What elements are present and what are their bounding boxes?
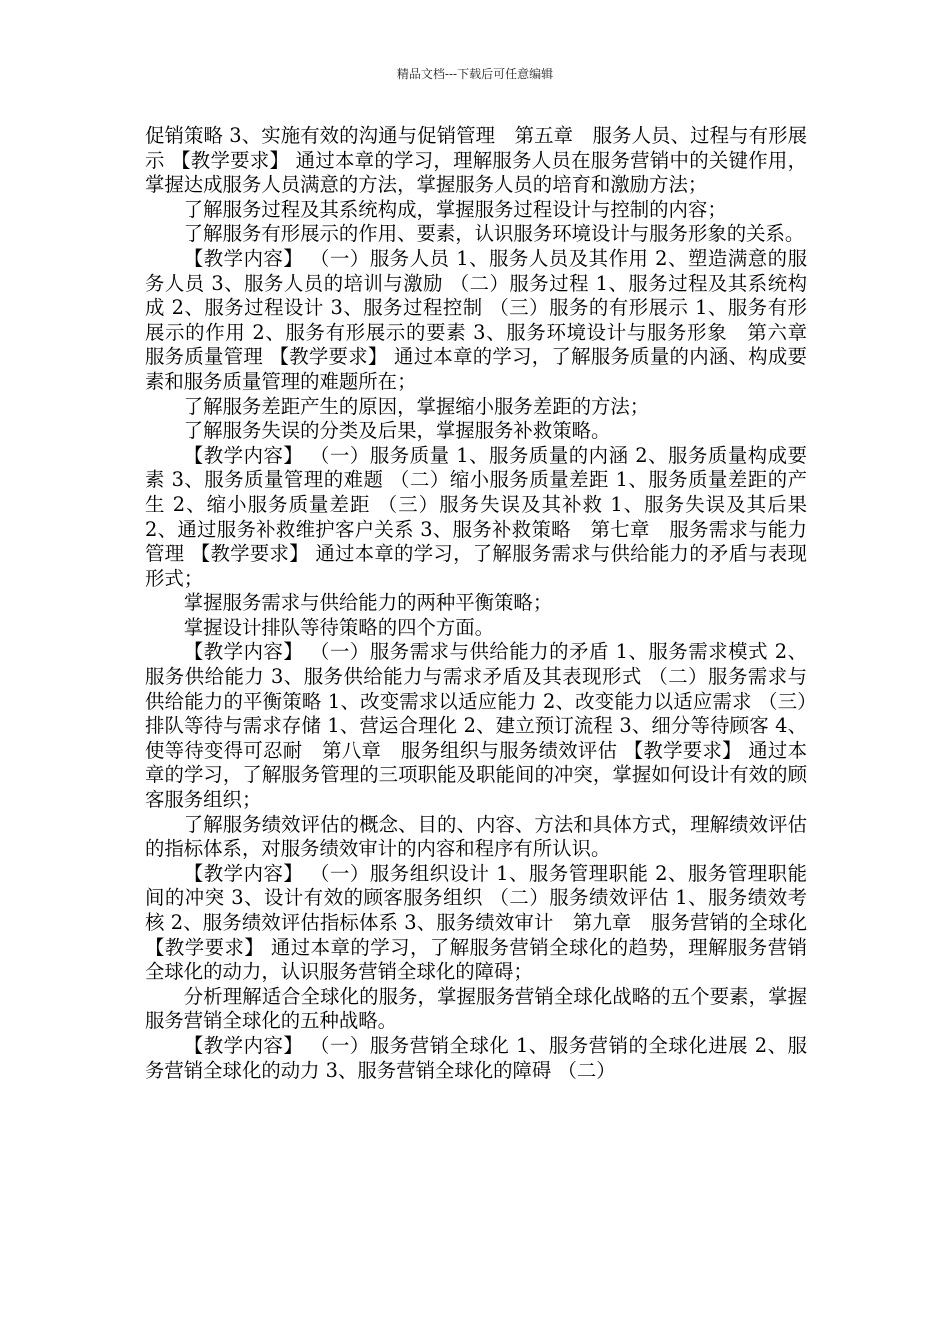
- document-body: [145, 124, 827, 1083]
- paragraph: 了解服务失误的分类及后果，掌握服务补救策略。: [183, 419, 611, 443]
- paragraph: 了解服务绩效评估的概念、目的、内容、方法和具体方式，理解绩效评估的指标体系，对服务绩效审计的内容和程序有所认识。: [145, 812, 807, 861]
- paragraph: 了解服务差距产生的原因，掌握缩小服务差距的方法；: [183, 394, 650, 418]
- paragraph: 了解服务过程及其系统构成，掌握服务过程设计与控制的内容；: [183, 197, 727, 221]
- paragraph: 掌握服务需求与供给能力的两种平衡策略；: [183, 591, 553, 615]
- paragraph: 了解服务有形展示的作用、要素，认识服务环境设计与服务形象的关系。: [183, 222, 805, 246]
- paragraph: 【教学内容】 （一）服务需求与供给能力的矛盾 1、服务需求模式 2、服务供给能力 3、服务供给能力与需求矛盾及其表现形式 （二）服务需求与供给能力的平衡策略 1、改变需求以适应能力 2、改变能力以适应需求 （三）排队等待与需求存储 1、营运合理化 2、建立预订流程 3、细分等待顾客 4、使等待变得可忍耐 第八章 服务组织与服务绩效评估 【教学要求】 通过本章的学习，了解服务管理的三项职能及职能间的冲突，掌握如何设计有效的顾客服务组织；: [145, 640, 807, 812]
- paragraph: 分析理解适合全球化的服务，掌握服务营销全球化战略的五个要素，掌握服务营销全球化的五种战略。: [145, 984, 807, 1033]
- paragraph: 掌握设计排队等待策略的四个方面。: [183, 615, 495, 639]
- page-header: 精品文档---下载后可任意编辑: [396, 67, 554, 81]
- paragraph: 促销策略 3、实施有效的沟通与促销管理 第五章 服务人员、过程与有形展示 【教学要求】 通过本章的学习，理解服务人员在服务营销中的关键作用，掌握达成服务人员满意的方法，掌握服务人员的培育和激励方法；: [145, 124, 807, 197]
- paragraph: 【教学内容】 （一）服务人员 1、服务人员及其作用 2、塑造满意的服务人员 3、服务人员的培训与激励 （二）服务过程 1、服务过程及其系统构成 2、服务过程设计 3、服务过程控制 （三）服务的有形展示 1、服务有形展示的作用 2、服务有形展示的要素 3、服务环境设计与服务形象 第六章 服务质量管理 【教学要求】 通过本章的学习，了解服务质量的内涵、构成要素和服务质量管理的难题所在；: [145, 246, 827, 393]
- paragraph: 【教学内容】 （一）服务组织设计 1、服务管理职能 2、服务管理职能间的冲突 3、设计有效的顾客服务组织 （二）服务绩效评估 1、服务绩效考核 2、服务绩效评估指标体系 3、服务绩效审计 第九章 服务营销的全球化 【教学要求】 通过本章的学习，了解服务营销全球化的趋势，理解服务营销全球化的动力，认识服务营销全球化的障碍；: [145, 861, 807, 984]
- paragraph: 【教学内容】 （一）服务质量 1、服务质量的内涵 2、服务质量构成要素 3、服务质量管理的难题 （二）缩小服务质量差距 1、服务质量差距的产生 2、缩小服务质量差距 （三）服务失误及其补救 1、服务失误及其后果 2、通过服务补救维护客户关系 3、服务补救策略 第七章 服务需求与能力管理 【教学要求】 通过本章的学习，了解服务需求与供给能力的矛盾与表现形式；: [145, 443, 807, 590]
- paragraph: 【教学内容】 （一）服务营销全球化 1、服务营销的全球化进展 2、服务营销全球化的动力 3、服务营销全球化的障碍 （二）: [145, 1033, 807, 1082]
